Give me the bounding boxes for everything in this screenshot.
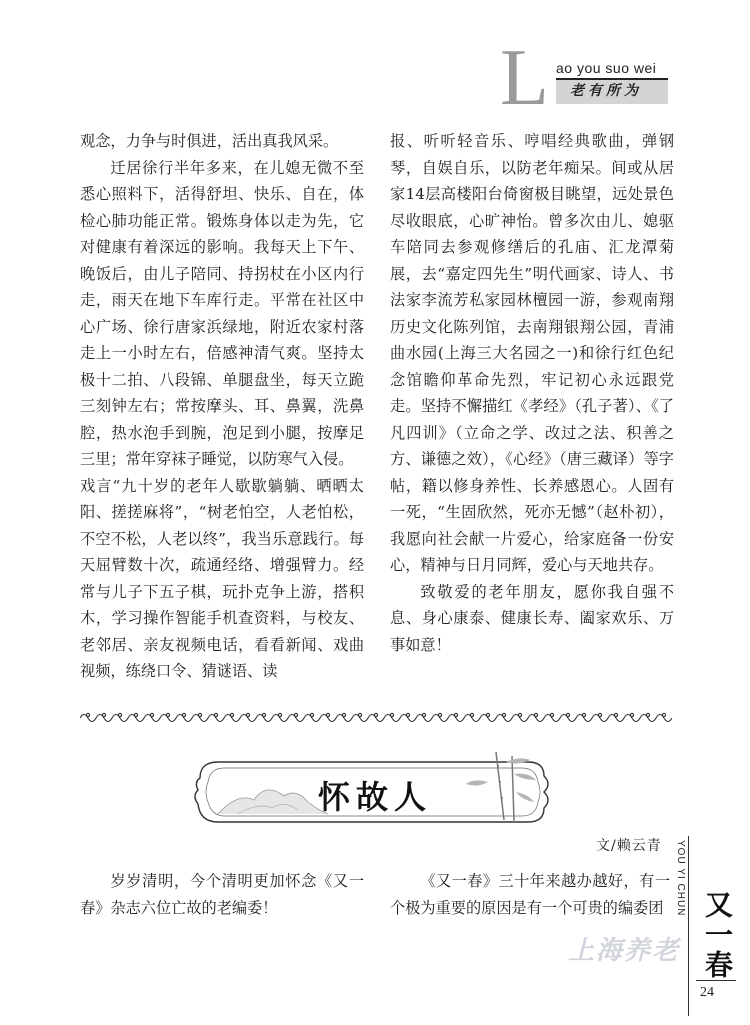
- magazine-name-latin: YOU YI CHUN: [675, 840, 686, 917]
- article2-paragraph: 《又一春》三十年来越办越好，有一个极为重要的原因是有一个可贵的编委团: [390, 872, 670, 917]
- section-label: 老有所为: [570, 83, 642, 99]
- page-number-rule: [696, 980, 736, 981]
- article2-paragraph: 岁岁清明，今个清明更加怀念《又一春》杂志六位亡故的老编委！: [80, 872, 364, 917]
- ornamental-divider: [80, 710, 672, 724]
- article2-column-left: [80, 868, 364, 921]
- page-number: 24: [700, 985, 714, 1000]
- article-title: 怀故人: [317, 778, 432, 816]
- article2-column-right: [390, 868, 670, 921]
- article-paragraph: 观念，力争与时俱进，活出真我风采。: [80, 132, 339, 150]
- article-paragraph: 迁居徐行半年多来，在儿媳无微不至悉心照料下，活得舒坦、快乐、自在，体检心肺功能正常。锻炼身体以走为先，它对健康有着深远的影响。我每天上下午、晚饭后，由儿子陪同、持拐杖在小区内行走，雨天在地下车库行走。平常在社区中心广场、徐行唐家浜绿地，附近农家村落走上一小时左右，倍感神清气爽。坚持太极十二拍、八段锦、单腿盘坐，每天立跪三刻钟左右；常按摩头、耳、鼻翼，洗鼻腔，热水泡手到腕，泡足到小腿，按摩足三里；常年穿袜子睡觉，以防寒气入侵。: [80, 158, 364, 468]
- magazine-brand: 又一春: [701, 890, 734, 980]
- section-initial-letter: L: [500, 34, 549, 122]
- sidebar-rule: [688, 836, 689, 1016]
- author-byline: 文/赖云青: [596, 838, 662, 854]
- article-column-right: [390, 128, 674, 658]
- article-paragraph: 报、听听轻音乐、哼唱经典歌曲，弹钢琴，自娱自乐，以防老年痴呆。间或从居家14层高楼阳台倚窗极目眺望，远处景色尽收眼底，心旷神怡。曾多次由儿、媳驱车陪同去参观修缮后的孔庙、汇龙潭菊展，去“嘉定四先生”明代画家、诗人、书法家李流芳私家园林檀园一游，参观南翔历史文化陈列馆，去南翔银翔公园，青浦曲水园(上海三大名园之一)和徐行红色纪念馆瞻仰革命先烈，牢记初心永远跟党走。坚持不懈描红《孝经》（孔子著）、《了凡四训》（立命之学、改过之法、积善之方、谦德之效），《心经》（唐三藏译）等字帖，籍以修身养性、长养感恩心。人固有一死，“生固欣然，死亦无憾”（赵朴初），我愿向社会献一片爱心，给家庭备一份安心，精神与日月同辉，爱心与天地共存。: [390, 132, 674, 574]
- section-pinyin: ao you suo wei: [556, 60, 657, 76]
- watermark: 上海养老: [568, 936, 681, 966]
- article-paragraph: 戏言“九十岁的老年人歇歇躺躺、晒晒太阳、搓搓麻将”，“树老怕空，人老怕松，不空不松，人老以终”，我当乐意践行。每天屈臂数十次，疏通经络、增强臂力。经常与儿子下五子棋，玩扑克争上游，搭积木，学习操作智能手机查资料，与校友、老邻居、亲友视频电话，看看新闻、戏曲视频，练绕口令、猜谜语、读: [80, 476, 364, 680]
- article-paragraph: 致敬爱的老年朋友，愿你我自强不息、身心康泰、健康长寿、阖家欢乐、万事如意！: [390, 582, 674, 654]
- article-column-left: [80, 128, 364, 685]
